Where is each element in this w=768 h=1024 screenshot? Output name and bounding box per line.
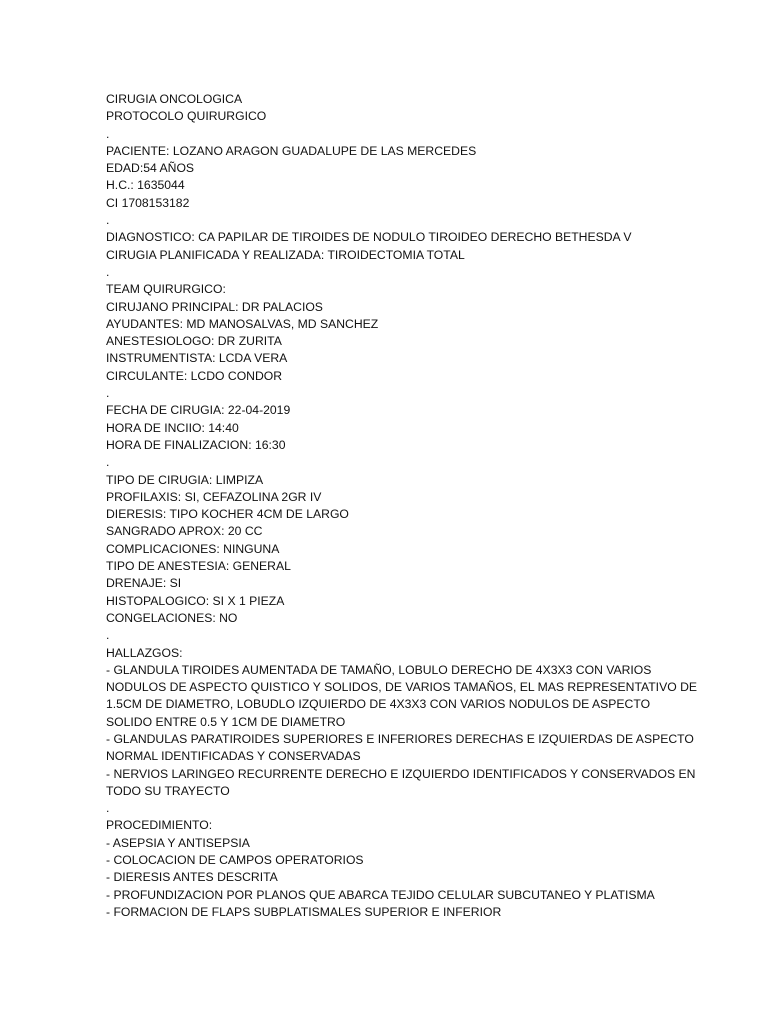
findings-line: - GLANDULA TIROIDES AUMENTADA DE TAMAÑO, LOBULO DERECHO DE 4X3X3 CON VARIOS bbox=[106, 662, 652, 677]
patient-hc: H.C.: 1635044 bbox=[106, 178, 185, 193]
separator-dot: . bbox=[106, 801, 110, 816]
patient-name: PACIENTE: LOZANO ARAGON GUADALUPE DE LAS MERCEDES bbox=[106, 143, 477, 158]
anesthesia-type: TIPO DE ANESTESIA: GENERAL bbox=[106, 559, 291, 574]
team-heading: TEAM QUIRURGICO: bbox=[106, 282, 226, 297]
drainage: DRENAJE: SI bbox=[106, 576, 182, 591]
patient-age: EDAD:54 AÑOS bbox=[106, 161, 195, 176]
circulating-nurse: CIRCULANTE: LCDO CONDOR bbox=[106, 368, 283, 383]
prophylaxis: PROFILAXIS: SI, CEFAZOLINA 2GR IV bbox=[106, 489, 322, 504]
histopathology: HISTOPALOGICO: SI X 1 PIEZA bbox=[106, 593, 285, 608]
separator-dot: . bbox=[106, 264, 110, 279]
separator-dot: . bbox=[106, 126, 110, 141]
procedure-heading: PROCEDIMIENTO: bbox=[106, 818, 213, 833]
separator-dot: . bbox=[106, 386, 110, 401]
findings-heading: HALLAZGOS: bbox=[106, 645, 183, 660]
findings-line: SOLIDO ENTRE 0.5 Y 1CM DE DIAMETRO bbox=[106, 714, 346, 729]
complications: COMPLICACIONES: NINGUNA bbox=[106, 541, 280, 556]
findings-line: 1.5CM DE DIAMETRO, LOBUDLO IZQUIERDO DE 4X3X3 CON VARIOS NODULOS DE ASPECTO bbox=[106, 697, 651, 712]
instrumentist: INSTRUMENTISTA: LCDA VERA bbox=[106, 351, 288, 366]
bleeding: SANGRADO APROX: 20 CC bbox=[106, 524, 263, 539]
separator-dot: . bbox=[106, 628, 110, 643]
document-title: PROTOCOLO QUIRURGICO bbox=[106, 109, 267, 124]
procedure-step: - PROFUNDIZACION POR PLANOS QUE ABARCA TEJIDO CELULAR SUBCUTANEO Y PLATISMA bbox=[106, 887, 655, 902]
anesthesiologist: ANESTESIOLOGO: DR ZURITA bbox=[106, 334, 282, 349]
patient-ci: CI 1708153182 bbox=[106, 195, 190, 210]
findings-line: - GLANDULAS PARATIROIDES SUPERIORES E INFERIORES DERECHAS E IZQUIERDAS DE ASPECTO bbox=[106, 731, 694, 746]
document-page bbox=[106, 91, 697, 921]
procedure-step: - ASEPSIA Y ANTISEPSIA bbox=[106, 835, 250, 850]
start-time: HORA DE INCIIO: 14:40 bbox=[106, 420, 239, 435]
separator-dot: . bbox=[106, 213, 110, 228]
end-time: HORA DE FINALIZACION: 16:30 bbox=[106, 437, 286, 452]
planned-surgery-line: CIRUGIA PLANIFICADA Y REALIZADA: TIROIDECTOMIA TOTAL bbox=[106, 247, 465, 262]
dieresis: DIERESIS: TIPO KOCHER 4CM DE LARGO bbox=[106, 507, 349, 522]
findings-line: NORMAL IDENTIFICADAS Y CONSERVADAS bbox=[106, 749, 361, 764]
procedure-step: - COLOCACION DE CAMPOS OPERATORIOS bbox=[106, 853, 364, 868]
procedure-step: - DIERESIS ANTES DESCRITA bbox=[106, 870, 278, 885]
department-heading: CIRUGIA ONCOLOGICA bbox=[106, 92, 243, 106]
findings-line: - NERVIOS LARINGEO RECURRENTE DERECHO E IZQUIERDO IDENTIFICADOS Y CONSERVADOS EN bbox=[106, 766, 696, 781]
surgery-type: TIPO DE CIRUGIA: LIMPIZA bbox=[106, 472, 264, 487]
main-surgeon: CIRUJANO PRINCIPAL: DR PALACIOS bbox=[106, 299, 323, 314]
procedure-step: - FORMACION DE FLAPS SUBPLATISMALES SUPERIOR E INFERIOR bbox=[106, 904, 502, 919]
surgery-date: FECHA DE CIRUGIA: 22-04-2019 bbox=[106, 403, 291, 418]
assistants: AYUDANTES: MD MANOSALVAS, MD SANCHEZ bbox=[106, 316, 379, 331]
diagnosis-line: DIAGNOSTICO: CA PAPILAR DE TIROIDES DE NODULO TIROIDEO DERECHO BETHESDA V bbox=[106, 230, 632, 245]
separator-dot: . bbox=[106, 455, 110, 470]
findings-line: NODULOS DE ASPECTO QUISTICO Y SOLIDOS, DE VARIOS TAMAÑOS, EL MAS REPRESENTATIVO DE bbox=[106, 680, 697, 695]
frozen-sections: CONGELACIONES: NO bbox=[106, 610, 238, 625]
findings-line: TODO SU TRAYECTO bbox=[106, 783, 230, 798]
